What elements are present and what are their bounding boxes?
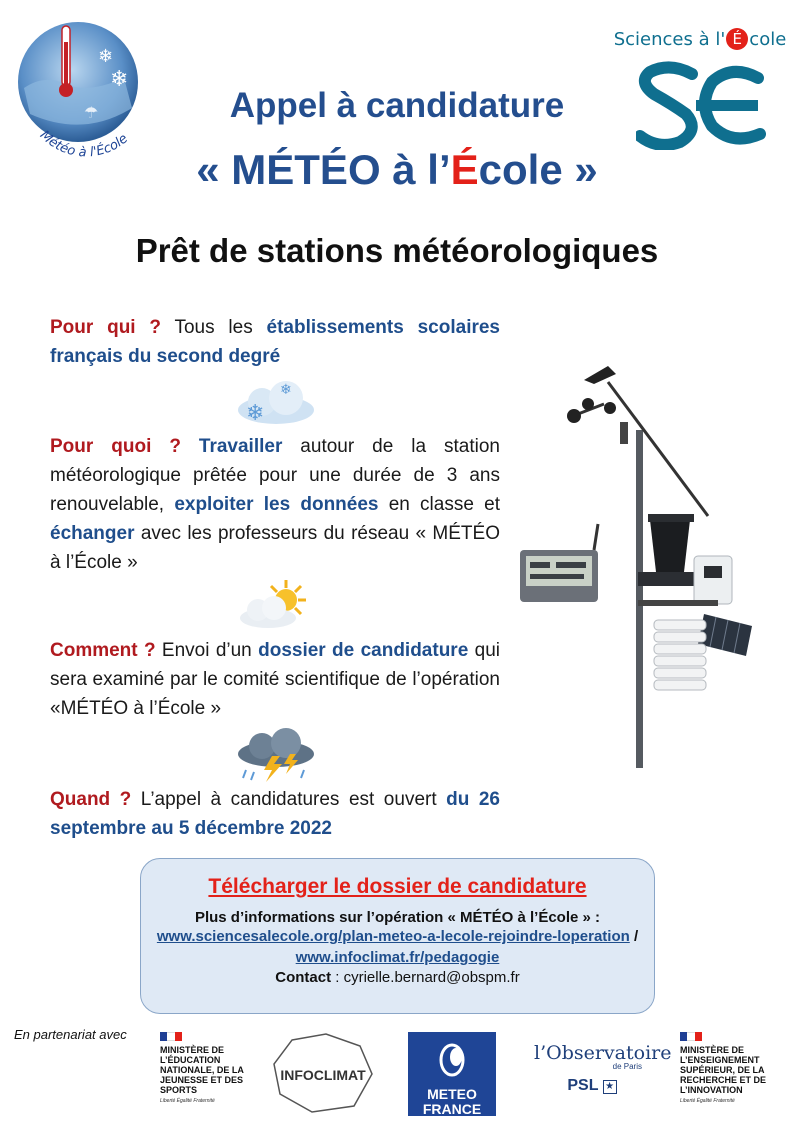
- svg-text:INFOCLIMAT: INFOCLIMAT: [280, 1067, 366, 1083]
- page-title: Appel à candidature: [229, 86, 565, 125]
- svg-text:☂: ☂: [84, 103, 99, 122]
- infoclimat-logo: [268, 1030, 378, 1116]
- meteo-france-emblem-icon: [437, 1042, 467, 1078]
- section-pour-quoi: Pour quoi ? Travailler autour de la station météorologique prêtée pour une durée de 3 ans renouvelable, exploiter les données en classe et échanger avec les professeurs du réseau « MÉTÉO à l’École »: [50, 436, 500, 573]
- svg-text:❄: ❄: [98, 46, 114, 67]
- page-title-program: « MÉTÉO à l’École »: [196, 146, 598, 193]
- meteo-france-logo: METEO FRANCE: [408, 1032, 496, 1116]
- sciences-a-lecole-wordmark: Sciences à l' É cole: [613, 29, 787, 50]
- svg-text:❄: ❄: [246, 401, 265, 426]
- storm-cloud-icon: [232, 728, 318, 782]
- info-box: [140, 858, 655, 1014]
- contact-line: Contact : cyrielle.bernard@obspm.fr: [275, 969, 520, 986]
- french-flag-icon: [160, 1032, 182, 1041]
- ministry-education-logo: MINISTÈRE DE L’ÉDUCATION NATIONALE, DE LA JEUNESSE ET DES SPORTS Liberté Égalité Fraternité: [160, 1032, 260, 1104]
- meteo-logo-text: Météo à l'École: [36, 127, 131, 161]
- more-info-text: Plus d’informations sur l’opération « MÉTÉO à l’École » :: [194, 909, 601, 926]
- snow-cloud-icon: [232, 376, 318, 428]
- section-quand: Quand ? L’appel à candidatures est ouvert du 26 septembre au 5 décembre 2022: [50, 789, 501, 839]
- observatoire-paris-logo: l’Observatoire de Paris PSL ★: [534, 1042, 672, 1094]
- partner-label: En partenariat avec: [14, 1027, 127, 1042]
- sun-cloud-icon: [234, 578, 314, 630]
- info-links: www.sciencesalecole.org/plan-meteo-a-lecole-rejoindre-loperation / www.infoclimat.fr/pedagogie: [156, 928, 639, 966]
- sciencesalecole-link[interactable]: www.sciencesalecole.org/plan-meteo-a-lecole-rejoindre-loperation: [156, 928, 630, 945]
- section-pour-qui: Pour qui ? Tous les établissements scolaires français du second degré: [50, 317, 501, 367]
- download-application-link[interactable]: Télécharger le dossier de candidature: [208, 875, 587, 898]
- section-comment: Comment ? Envoi d’un dossier de candidature qui sera examiné par le comité scientifique de l’opération «MÉTÉO à l’École »: [50, 640, 500, 719]
- ministry-research-logo: MINISTÈRE DE L’ENSEIGNEMENT SUPÉRIEUR, DE LA RECHERCHE ET DE L’INNOVATION Liberté Égalité Fraternité: [680, 1032, 785, 1104]
- psl-star-icon: ★: [603, 1080, 617, 1094]
- french-flag-icon: [680, 1032, 702, 1041]
- weather-station-image: [518, 360, 780, 768]
- svg-text:❄: ❄: [280, 382, 292, 398]
- page-subtitle: Prêt de stations météorologiques: [135, 232, 659, 269]
- svg-text:❄: ❄: [110, 67, 129, 92]
- infoclimat-link[interactable]: www.infoclimat.fr/pedagogie: [295, 949, 500, 966]
